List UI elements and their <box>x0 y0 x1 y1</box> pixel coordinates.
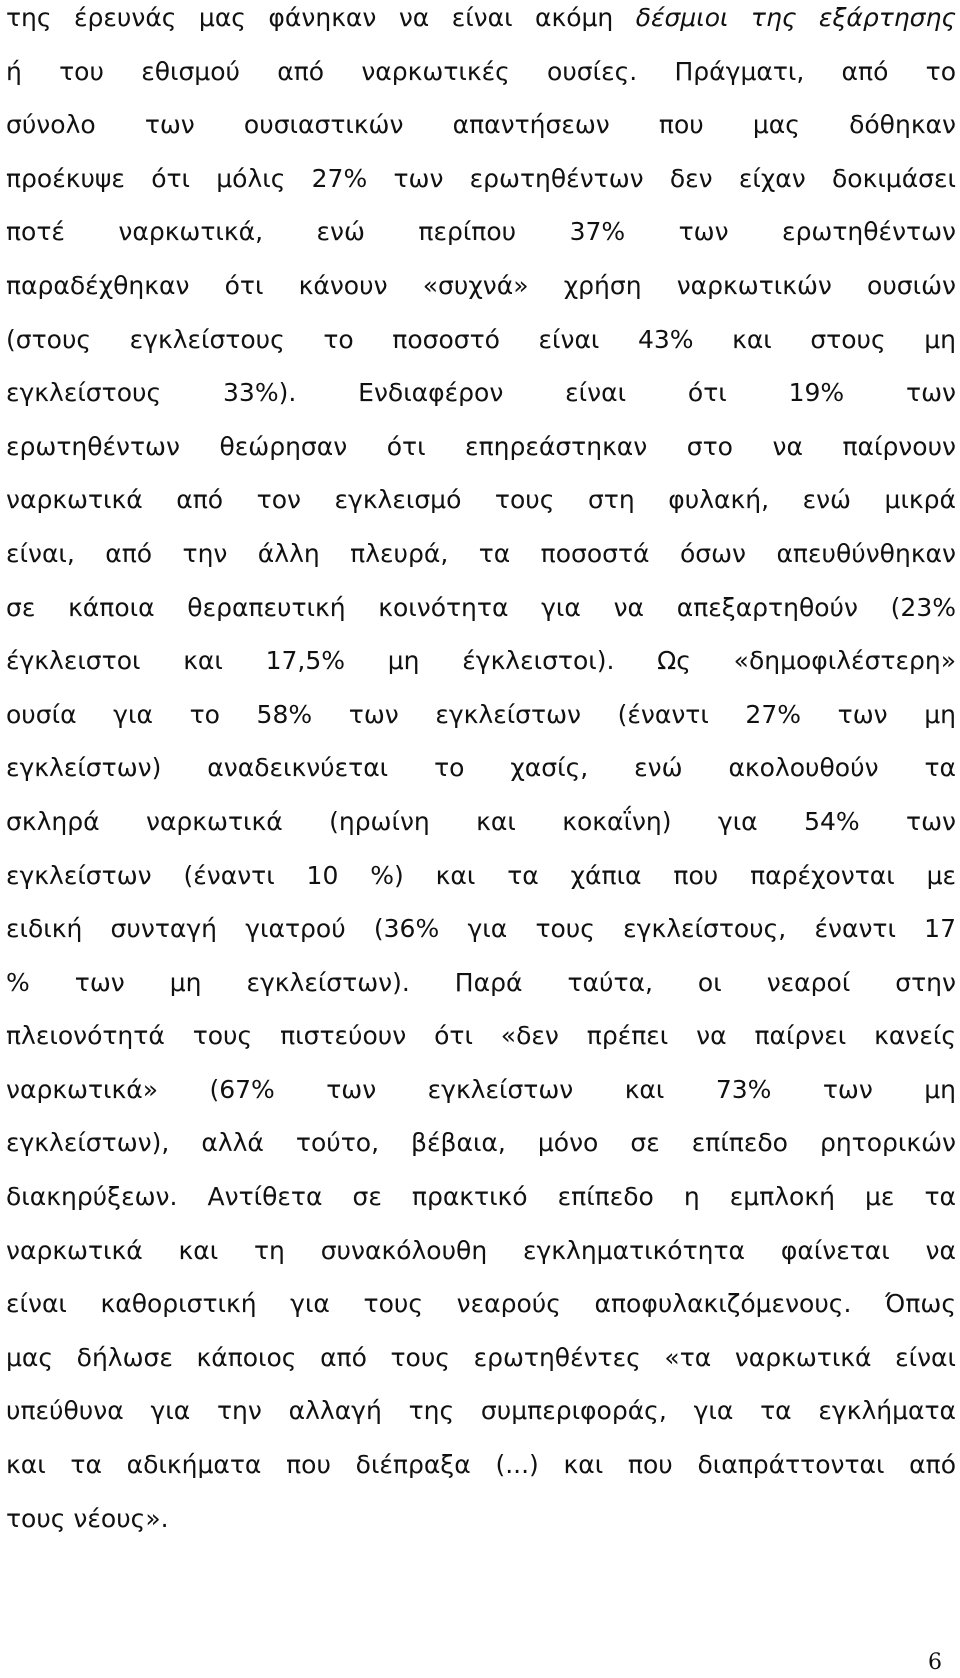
text-segment: της έρευνάς μας φάνηκαν να είναι ακόμη <box>6 3 636 32</box>
text-segment: σύνολο των ουσιαστικών απαντήσεων που μας δόθηκαν <box>6 110 956 140</box>
text-segment: ποτέ ναρκωτικά, ενώ περίπου 37% των ερωτηθέντων <box>6 217 956 247</box>
text-segment: ερωτηθέντων θεώρησαν ότι επηρεάστηκαν στο να παίρνουν <box>6 431 956 461</box>
text-line <box>6 0 956 45</box>
text-segment: είναι καθοριστική για τους νεαρούς αποφυλακιζόμενους. Όπως <box>6 1289 956 1319</box>
text-segment: ή του εθισμού από ναρκωτικές ουσίες. Πράγματι, από το <box>6 56 956 86</box>
text-segment: τους νέους». <box>6 1503 169 1533</box>
text-segment: εγκλείστων (έναντι 10 %) και τα χάπια που παρέχονται με <box>6 860 956 890</box>
text-line <box>6 205 956 259</box>
text-line <box>6 313 956 367</box>
text-line <box>6 688 956 742</box>
text-line <box>6 45 956 99</box>
text-line <box>6 1170 956 1224</box>
text-segment: μας δήλωσε κάποιος από τους ερωτηθέντες «τα ναρκωτικά είναι <box>6 1342 956 1372</box>
text-line <box>6 420 956 474</box>
text-line <box>6 1224 956 1278</box>
text-segment: σκληρά ναρκωτικά (ηρωίνη και κοκαΐνη) για 54% των <box>6 806 956 836</box>
text-segment: ναρκωτικά» (67% των εγκλείστων και 73% των μη <box>6 1074 956 1104</box>
text-line <box>6 473 956 527</box>
text-line <box>6 1116 956 1170</box>
text-segment: προέκυψε ότι μόλις 27% των ερωτηθέντων δεν είχαν δοκιμάσει <box>6 163 956 193</box>
text-segment: σε κάποια θεραπευτική κοινότητα για να απεξαρτηθούν (23% <box>6 592 956 622</box>
text-line <box>6 1277 956 1331</box>
text-segment: υπεύθυνα για την αλλαγή της συμπεριφοράς, για τα εγκλήματα <box>6 1396 956 1426</box>
text-segment: % των μη εγκλείστων). Παρά ταύτα, οι νεαροί στην <box>6 967 956 997</box>
page-number: 6 <box>928 1650 942 1675</box>
text-line <box>6 98 956 152</box>
body-paragraph <box>6 0 956 1545</box>
text-segment: είναι, από την άλλη πλευρά, τα ποσοστά όσων απευθύνθηκαν <box>6 538 956 568</box>
text-line <box>6 1384 956 1438</box>
text-line <box>6 849 956 903</box>
text-line <box>6 1063 956 1117</box>
text-segment: παραδέχθηκαν ότι κάνουν «συχνά» χρήση ναρκωτικών ουσιών <box>6 270 956 300</box>
text-segment: διακηρύξεων. Αντίθετα σε πρακτικό επίπεδο η εμπλοκή με τα <box>6 1182 956 1212</box>
text-line <box>6 259 956 313</box>
text-line <box>6 152 956 206</box>
text-line <box>6 581 956 635</box>
text-segment: έγκλειστοι και 17,5% μη έγκλειστοι). Ως «δημοφιλέστερη» <box>6 646 956 676</box>
text-line <box>6 1492 956 1546</box>
text-line <box>6 1438 956 1492</box>
text-segment: ειδική συνταγή γιατρού (36% για τους εγκλείστους, έναντι 17 <box>6 914 956 944</box>
text-line <box>6 902 956 956</box>
emphasized-text: δέσμιοι της εξάρτησης <box>635 3 956 32</box>
text-segment: (στους εγκλείστους το ποσοστό είναι 43% και στους μη <box>6 324 956 354</box>
text-segment: και τα αδικήματα που διέπραξα (...) και που διαπράττονται από <box>6 1450 956 1480</box>
text-line <box>6 366 956 420</box>
text-segment: πλειονότητά τους πιστεύουν ότι «δεν πρέπει να παίρνει κανείς <box>6 1021 956 1051</box>
text-line <box>6 1331 956 1385</box>
text-line <box>6 956 956 1010</box>
text-segment: ουσία για το 58% των εγκλείστων (έναντι 27% των μη <box>6 699 956 729</box>
text-line <box>6 795 956 849</box>
text-segment: ναρκωτικά από τον εγκλεισμό τους στη φυλακή, ενώ μικρά <box>6 485 956 515</box>
text-segment: εγκλείστων) αναδεικνύεται το χασίς, ενώ ακολουθούν τα <box>6 753 956 783</box>
text-segment: εγκλείστους 33%). Ενδιαφέρον είναι ότι 19% των <box>6 378 956 408</box>
text-line <box>6 741 956 795</box>
text-line <box>6 634 956 688</box>
text-line <box>6 1009 956 1063</box>
document-page <box>6 0 954 1678</box>
text-segment: εγκλείστων), αλλά τούτο, βέβαια, μόνο σε επίπεδο ρητορικών <box>6 1128 956 1158</box>
text-line <box>6 527 956 581</box>
text-segment: ναρκωτικά και τη συνακόλουθη εγκληματικότητα φαίνεται να <box>6 1235 956 1265</box>
